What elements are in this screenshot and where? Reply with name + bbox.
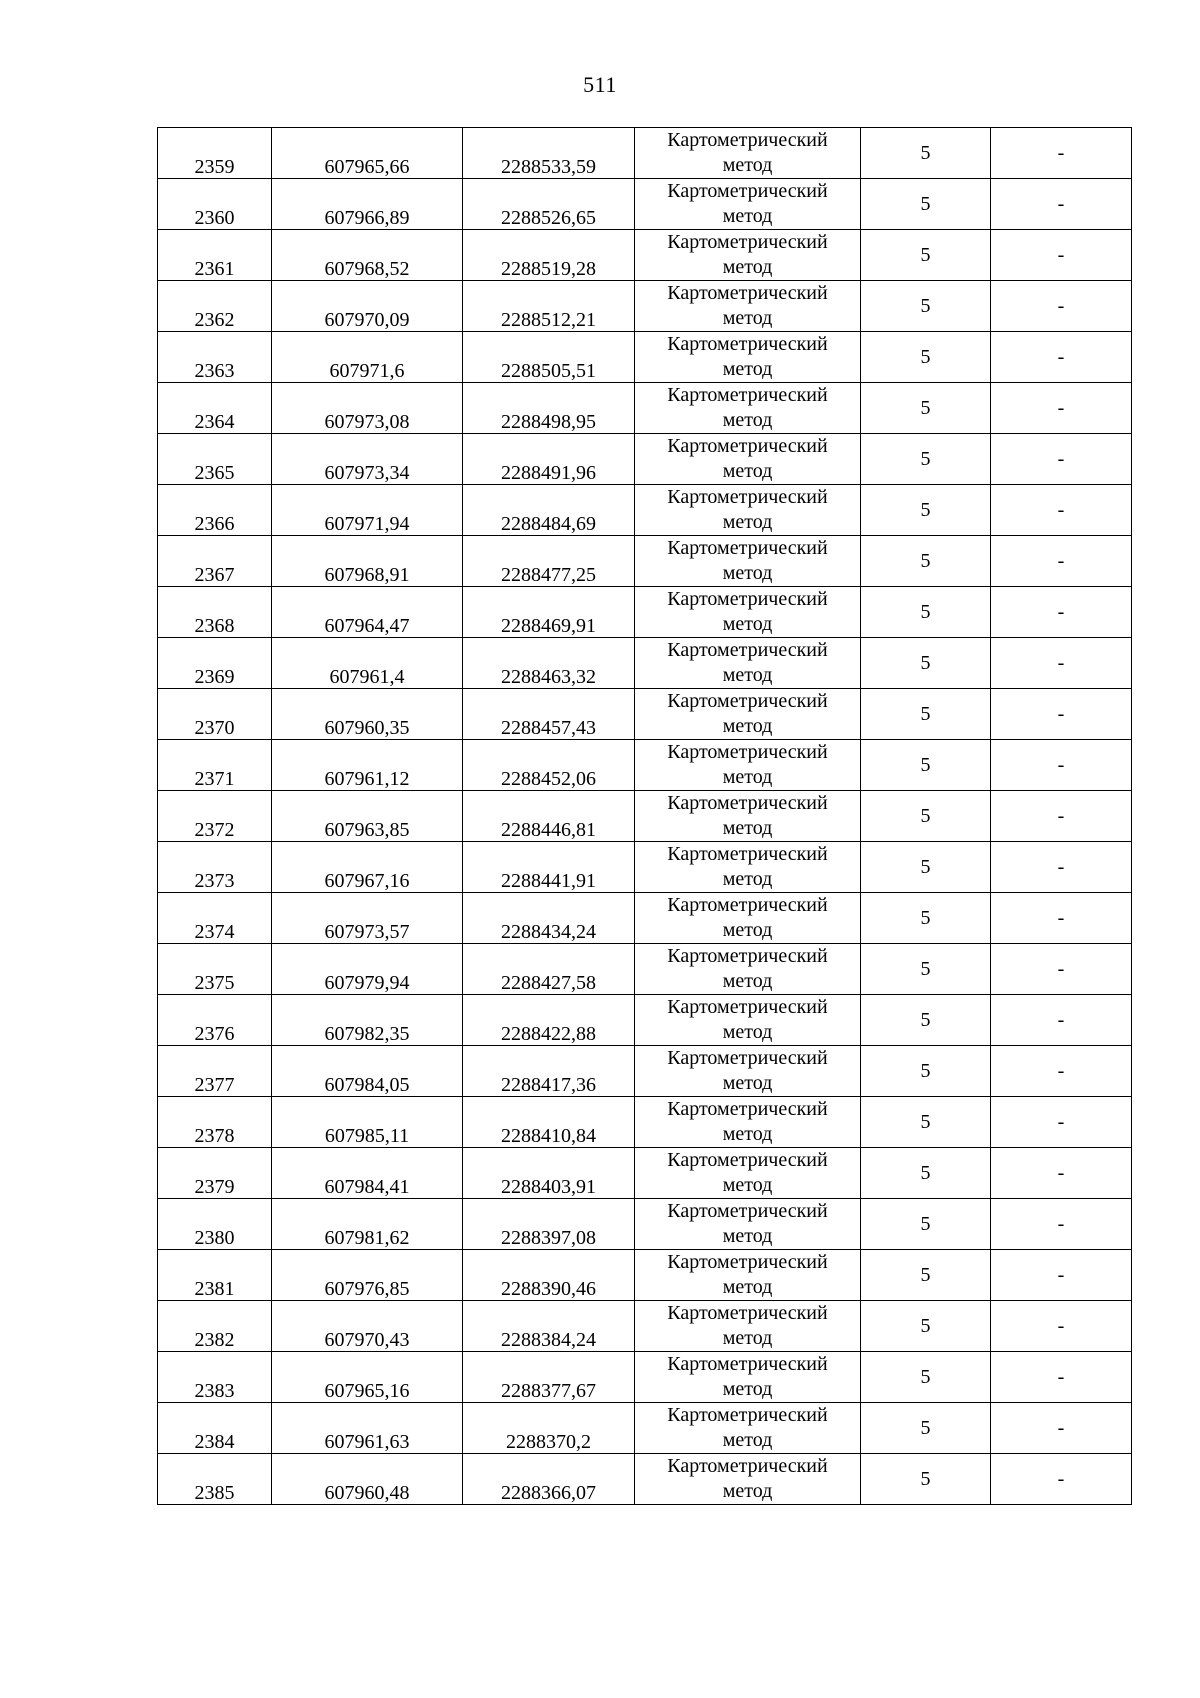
y-coordinate-cell: 2288452,06 — [463, 740, 635, 791]
note-cell: - — [991, 995, 1132, 1046]
table-row — [158, 791, 1132, 842]
accuracy-cell: 5 — [861, 944, 991, 995]
method-cell — [635, 791, 861, 842]
method-line-1: Картометрический — [667, 690, 828, 712]
table-row — [158, 1250, 1132, 1301]
method-cell — [635, 128, 861, 179]
method-line-1: Картометрический — [667, 741, 828, 763]
method-line-2: метод — [722, 1429, 773, 1451]
table-row — [158, 1046, 1132, 1097]
x-coordinate-cell: 607965,66 — [272, 128, 463, 179]
accuracy-cell: 5 — [861, 1097, 991, 1148]
note-cell: - — [991, 332, 1132, 383]
note-cell: - — [991, 842, 1132, 893]
accuracy-cell: 5 — [861, 1250, 991, 1301]
table-row — [158, 281, 1132, 332]
method-line-1: Картометрический — [667, 333, 828, 355]
y-coordinate-cell: 2288519,28 — [463, 230, 635, 281]
method-cell — [635, 1403, 861, 1454]
x-coordinate-cell: 607971,6 — [272, 332, 463, 383]
accuracy-cell: 5 — [861, 791, 991, 842]
accuracy-cell: 5 — [861, 587, 991, 638]
method-cell — [635, 587, 861, 638]
method-line-2: метод — [722, 1378, 773, 1400]
method-line-1: Картометрический — [667, 282, 828, 304]
method-line-1: Картометрический — [667, 537, 828, 559]
accuracy-cell: 5 — [861, 434, 991, 485]
x-coordinate-cell: 607981,62 — [272, 1199, 463, 1250]
method-line-1: Картометрический — [667, 486, 828, 508]
x-coordinate-cell: 607966,89 — [272, 179, 463, 230]
method-line-1: Картометрический — [667, 1149, 828, 1171]
table-row — [158, 689, 1132, 740]
x-coordinate-cell: 607965,16 — [272, 1352, 463, 1403]
method-line-2: метод — [722, 613, 773, 635]
note-cell: - — [991, 179, 1132, 230]
point-number-cell: 2373 — [158, 842, 272, 893]
note-cell: - — [991, 536, 1132, 587]
accuracy-cell: 5 — [861, 995, 991, 1046]
point-number-cell: 2371 — [158, 740, 272, 791]
point-number-cell: 2361 — [158, 230, 272, 281]
method-cell — [635, 1352, 861, 1403]
point-number-cell: 2382 — [158, 1301, 272, 1352]
note-cell: - — [991, 485, 1132, 536]
note-cell: - — [991, 1097, 1132, 1148]
table-body — [158, 128, 1132, 1505]
y-coordinate-cell: 2288384,24 — [463, 1301, 635, 1352]
method-line-2: метод — [722, 154, 773, 176]
method-cell — [635, 995, 861, 1046]
x-coordinate-cell: 607984,41 — [272, 1148, 463, 1199]
method-line-2: метод — [722, 766, 773, 788]
y-coordinate-cell: 2288397,08 — [463, 1199, 635, 1250]
method-cell — [635, 1046, 861, 1097]
y-coordinate-cell: 2288512,21 — [463, 281, 635, 332]
y-coordinate-cell: 2288498,95 — [463, 383, 635, 434]
note-cell: - — [991, 944, 1132, 995]
point-number-cell: 2385 — [158, 1454, 272, 1505]
method-line-2: метод — [722, 358, 773, 380]
method-cell — [635, 332, 861, 383]
method-line-1: Картометрический — [667, 231, 828, 253]
accuracy-cell: 5 — [861, 179, 991, 230]
y-coordinate-cell: 2288446,81 — [463, 791, 635, 842]
y-coordinate-cell: 2288390,46 — [463, 1250, 635, 1301]
note-cell: - — [991, 1301, 1132, 1352]
table-row — [158, 485, 1132, 536]
method-line-2: метод — [722, 1225, 773, 1247]
x-coordinate-cell: 607968,52 — [272, 230, 463, 281]
x-coordinate-cell: 607960,48 — [272, 1454, 463, 1505]
method-line-1: Картометрический — [667, 1302, 828, 1324]
note-cell: - — [991, 1352, 1132, 1403]
method-line-1: Картометрический — [667, 1404, 828, 1426]
method-line-2: метод — [722, 307, 773, 329]
table-row — [158, 1148, 1132, 1199]
method-line-1: Картометрический — [667, 792, 828, 814]
note-cell: - — [991, 791, 1132, 842]
point-number-cell: 2372 — [158, 791, 272, 842]
method-cell — [635, 740, 861, 791]
method-cell — [635, 179, 861, 230]
method-line-1: Картометрический — [667, 1455, 828, 1477]
accuracy-cell: 5 — [861, 1148, 991, 1199]
y-coordinate-cell: 2288366,07 — [463, 1454, 635, 1505]
accuracy-cell: 5 — [861, 383, 991, 434]
method-cell — [635, 689, 861, 740]
accuracy-cell: 5 — [861, 128, 991, 179]
method-cell — [635, 536, 861, 587]
method-cell — [635, 1301, 861, 1352]
point-number-cell: 2379 — [158, 1148, 272, 1199]
accuracy-cell: 5 — [861, 1301, 991, 1352]
method-line-1: Картометрический — [667, 435, 828, 457]
method-line-1: Картометрический — [667, 588, 828, 610]
x-coordinate-cell: 607964,47 — [272, 587, 463, 638]
accuracy-cell: 5 — [861, 332, 991, 383]
y-coordinate-cell: 2288484,69 — [463, 485, 635, 536]
y-coordinate-cell: 2288434,24 — [463, 893, 635, 944]
method-line-1: Картометрический — [667, 843, 828, 865]
table-row — [158, 1097, 1132, 1148]
point-number-cell: 2381 — [158, 1250, 272, 1301]
note-cell: - — [991, 128, 1132, 179]
method-line-2: метод — [722, 205, 773, 227]
x-coordinate-cell: 607976,85 — [272, 1250, 463, 1301]
table-row — [158, 740, 1132, 791]
method-line-1: Картометрический — [667, 384, 828, 406]
method-cell — [635, 281, 861, 332]
note-cell: - — [991, 230, 1132, 281]
method-line-1: Картометрический — [667, 1098, 828, 1120]
point-number-cell: 2364 — [158, 383, 272, 434]
table-row — [158, 383, 1132, 434]
method-line-2: метод — [722, 715, 773, 737]
x-coordinate-cell: 607985,11 — [272, 1097, 463, 1148]
x-coordinate-cell: 607970,09 — [272, 281, 463, 332]
point-number-cell: 2377 — [158, 1046, 272, 1097]
point-number-cell: 2369 — [158, 638, 272, 689]
accuracy-cell: 5 — [861, 638, 991, 689]
table-row — [158, 893, 1132, 944]
table-row — [158, 842, 1132, 893]
x-coordinate-cell: 607970,43 — [272, 1301, 463, 1352]
y-coordinate-cell: 2288370,2 — [463, 1403, 635, 1454]
point-number-cell: 2363 — [158, 332, 272, 383]
note-cell: - — [991, 740, 1132, 791]
note-cell: - — [991, 1046, 1132, 1097]
note-cell: - — [991, 434, 1132, 485]
method-line-2: метод — [722, 868, 773, 890]
method-cell — [635, 1097, 861, 1148]
x-coordinate-cell: 607973,08 — [272, 383, 463, 434]
method-line-2: метод — [722, 256, 773, 278]
accuracy-cell: 5 — [861, 893, 991, 944]
y-coordinate-cell: 2288457,43 — [463, 689, 635, 740]
table-row — [158, 1301, 1132, 1352]
y-coordinate-cell: 2288477,25 — [463, 536, 635, 587]
y-coordinate-cell: 2288417,36 — [463, 1046, 635, 1097]
note-cell: - — [991, 638, 1132, 689]
method-cell — [635, 230, 861, 281]
x-coordinate-cell: 607979,94 — [272, 944, 463, 995]
method-line-2: метод — [722, 409, 773, 431]
method-line-2: метод — [722, 1327, 773, 1349]
point-number-cell: 2360 — [158, 179, 272, 230]
note-cell: - — [991, 689, 1132, 740]
x-coordinate-cell: 607961,63 — [272, 1403, 463, 1454]
point-number-cell: 2362 — [158, 281, 272, 332]
point-number-cell: 2367 — [158, 536, 272, 587]
point-number-cell: 2383 — [158, 1352, 272, 1403]
table-row — [158, 1454, 1132, 1505]
method-line-1: Картометрический — [667, 1047, 828, 1069]
y-coordinate-cell: 2288533,59 — [463, 128, 635, 179]
point-number-cell: 2359 — [158, 128, 272, 179]
x-coordinate-cell: 607961,12 — [272, 740, 463, 791]
y-coordinate-cell: 2288377,67 — [463, 1352, 635, 1403]
x-coordinate-cell: 607961,4 — [272, 638, 463, 689]
method-line-1: Картометрический — [667, 996, 828, 1018]
table-row — [158, 1352, 1132, 1403]
table-row — [158, 128, 1132, 179]
table-row — [158, 944, 1132, 995]
accuracy-cell: 5 — [861, 1403, 991, 1454]
note-cell: - — [991, 383, 1132, 434]
method-line-2: метод — [722, 1072, 773, 1094]
method-cell — [635, 944, 861, 995]
y-coordinate-cell: 2288403,91 — [463, 1148, 635, 1199]
note-cell: - — [991, 1148, 1132, 1199]
y-coordinate-cell: 2288469,91 — [463, 587, 635, 638]
point-number-cell: 2366 — [158, 485, 272, 536]
method-line-2: метод — [722, 1123, 773, 1145]
point-number-cell: 2370 — [158, 689, 272, 740]
y-coordinate-cell: 2288427,58 — [463, 944, 635, 995]
note-cell: - — [991, 1199, 1132, 1250]
x-coordinate-cell: 607971,94 — [272, 485, 463, 536]
method-line-1: Картометрический — [667, 639, 828, 661]
table-row — [158, 230, 1132, 281]
method-line-2: метод — [722, 817, 773, 839]
point-number-cell: 2378 — [158, 1097, 272, 1148]
x-coordinate-cell: 607973,34 — [272, 434, 463, 485]
accuracy-cell: 5 — [861, 740, 991, 791]
coordinates-table — [157, 127, 1132, 1505]
accuracy-cell: 5 — [861, 281, 991, 332]
method-line-1: Картометрический — [667, 894, 828, 916]
point-number-cell: 2374 — [158, 893, 272, 944]
method-line-1: Картометрический — [667, 1251, 828, 1273]
x-coordinate-cell: 607984,05 — [272, 1046, 463, 1097]
x-coordinate-cell: 607960,35 — [272, 689, 463, 740]
method-cell — [635, 893, 861, 944]
method-line-2: метод — [722, 1021, 773, 1043]
method-line-2: метод — [722, 1276, 773, 1298]
y-coordinate-cell: 2288410,84 — [463, 1097, 635, 1148]
method-line-1: Картометрический — [667, 945, 828, 967]
table-row — [158, 536, 1132, 587]
note-cell: - — [991, 1454, 1132, 1505]
note-cell: - — [991, 1403, 1132, 1454]
note-cell: - — [991, 281, 1132, 332]
page-number: 511 — [583, 72, 617, 97]
accuracy-cell: 5 — [861, 689, 991, 740]
accuracy-cell: 5 — [861, 485, 991, 536]
table-row — [158, 332, 1132, 383]
table-row — [158, 995, 1132, 1046]
note-cell: - — [991, 1250, 1132, 1301]
accuracy-cell: 5 — [861, 842, 991, 893]
y-coordinate-cell: 2288441,91 — [463, 842, 635, 893]
point-number-cell: 2376 — [158, 995, 272, 1046]
y-coordinate-cell: 2288422,88 — [463, 995, 635, 1046]
point-number-cell: 2380 — [158, 1199, 272, 1250]
point-number-cell: 2375 — [158, 944, 272, 995]
table-row — [158, 587, 1132, 638]
method-line-2: метод — [722, 1174, 773, 1196]
method-cell — [635, 1148, 861, 1199]
accuracy-cell: 5 — [861, 536, 991, 587]
note-cell: - — [991, 587, 1132, 638]
accuracy-cell: 5 — [861, 1046, 991, 1097]
method-line-1: Картометрический — [667, 1200, 828, 1222]
method-cell — [635, 638, 861, 689]
method-cell — [635, 383, 861, 434]
method-line-1: Картометрический — [667, 1353, 828, 1375]
method-cell — [635, 485, 861, 536]
method-cell — [635, 1199, 861, 1250]
accuracy-cell: 5 — [861, 1352, 991, 1403]
y-coordinate-cell: 2288491,96 — [463, 434, 635, 485]
method-line-2: метод — [722, 562, 773, 584]
method-line-1: Картометрический — [667, 129, 828, 151]
x-coordinate-cell: 607968,91 — [272, 536, 463, 587]
point-number-cell: 2384 — [158, 1403, 272, 1454]
method-line-1: Картометрический — [667, 180, 828, 202]
table-row — [158, 1403, 1132, 1454]
accuracy-cell: 5 — [861, 230, 991, 281]
note-cell: - — [991, 893, 1132, 944]
method-cell — [635, 1454, 861, 1505]
method-line-2: метод — [722, 970, 773, 992]
point-number-cell: 2365 — [158, 434, 272, 485]
table-row — [158, 434, 1132, 485]
method-line-2: метод — [722, 919, 773, 941]
y-coordinate-cell: 2288463,32 — [463, 638, 635, 689]
y-coordinate-cell: 2288526,65 — [463, 179, 635, 230]
x-coordinate-cell: 607982,35 — [272, 995, 463, 1046]
method-cell — [635, 1250, 861, 1301]
x-coordinate-cell: 607963,85 — [272, 791, 463, 842]
method-cell — [635, 434, 861, 485]
method-line-2: метод — [722, 664, 773, 686]
method-line-2: метод — [722, 1480, 773, 1502]
method-line-2: метод — [722, 511, 773, 533]
y-coordinate-cell: 2288505,51 — [463, 332, 635, 383]
accuracy-cell: 5 — [861, 1454, 991, 1505]
point-number-cell: 2368 — [158, 587, 272, 638]
table-row — [158, 179, 1132, 230]
method-cell — [635, 842, 861, 893]
accuracy-cell: 5 — [861, 1199, 991, 1250]
table-row — [158, 1199, 1132, 1250]
table-row — [158, 638, 1132, 689]
x-coordinate-cell: 607973,57 — [272, 893, 463, 944]
method-line-2: метод — [722, 460, 773, 482]
x-coordinate-cell: 607967,16 — [272, 842, 463, 893]
